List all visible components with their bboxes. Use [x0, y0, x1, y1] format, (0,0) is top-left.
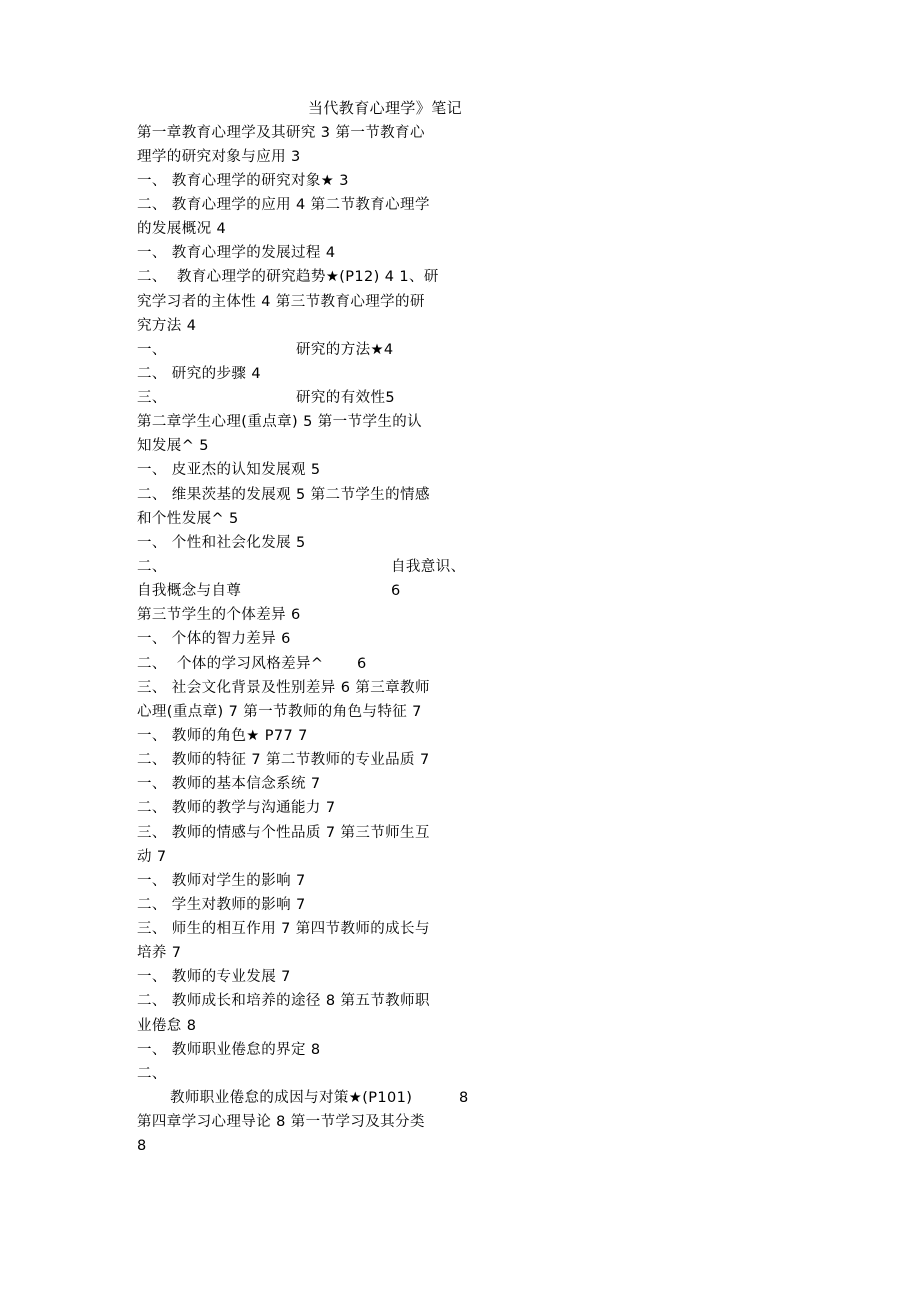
- toc-line: 二、 教师的特征 7 第二节教师的专业品质 7: [137, 752, 430, 768]
- toc-line: 研究的有效性5: [296, 390, 396, 406]
- toc-line: 一、 教师的专业发展 7: [137, 969, 291, 985]
- toc-line: 自我意识、: [391, 559, 466, 575]
- toc-line: 一、 教师职业倦怠的界定 8: [137, 1042, 321, 1058]
- toc-line: 动 7: [137, 849, 167, 865]
- toc-line: 一、 教师对学生的影响 7: [137, 873, 306, 889]
- toc-line: 二、: [137, 559, 167, 575]
- document-title: 当代教育心理学》笔记: [308, 99, 463, 117]
- toc-line: 6: [391, 583, 401, 599]
- toc-line: 一、 教育心理学的研究对象★ 3: [137, 173, 349, 189]
- toc-line: 心理(重点章) 7 第一节教师的角色与特征 7: [137, 704, 422, 720]
- toc-line: 一、: [137, 342, 167, 358]
- toc-line: 二、 研究的步骤 4: [137, 366, 261, 382]
- toc-line: 一、 教师的基本信念系统 7: [137, 776, 321, 792]
- toc-line: 二、 维果茨基的发展观 5 第二节学生的情感: [137, 487, 430, 503]
- toc-line: 三、 师生的相互作用 7 第四节教师的成长与: [137, 921, 430, 937]
- toc-line: 第三节学生的个体差异 6: [137, 607, 301, 623]
- toc-line: 理学的研究对象与应用 3: [137, 149, 301, 165]
- toc-line: 二、: [137, 1066, 167, 1082]
- toc-line: 二、 教育心理学的应用 4 第二节教育心理学: [137, 197, 430, 213]
- toc-line: 知发展^ 5: [137, 438, 209, 454]
- toc-line: 二、 教师的教学与沟通能力 7: [137, 800, 336, 816]
- toc-line: 二、 教育心理学的研究趋势★(P12) 4 1、研: [137, 269, 439, 285]
- toc-line: 和个性发展^ 5: [137, 511, 239, 527]
- toc-line: 业倦怠 8: [137, 1018, 197, 1034]
- toc-line: 一、 教育心理学的发展过程 4: [137, 245, 336, 261]
- toc-line: 究方法 4: [137, 318, 197, 334]
- toc-line: 研究的方法★4: [296, 342, 394, 358]
- toc-line: 二、 学生对教师的影响 7: [137, 897, 306, 913]
- toc-line: 第一章教育心理学及其研究 3 第一节教育心: [137, 125, 425, 141]
- toc-line: 三、 教师的情感与个性品质 7 第三节师生互: [137, 825, 430, 841]
- toc-line: 第四章学习心理导论 8 第一节学习及其分类: [137, 1114, 425, 1130]
- toc-line: 二、 教师成长和培养的途径 8 第五节教师职: [137, 993, 430, 1009]
- toc-line: 自我概念与自尊: [137, 583, 242, 599]
- toc-line: 第二章学生心理(重点章) 5 第一节学生的认: [137, 414, 423, 430]
- toc-line: 的发展概况 4: [137, 221, 227, 237]
- toc-line: 8: [137, 1138, 147, 1154]
- toc-line: 6: [357, 656, 367, 672]
- toc-line: 一、 皮亚杰的认知发展观 5: [137, 462, 321, 478]
- toc-line: 二、 个体的学习风格差异^: [137, 656, 324, 672]
- toc-line: 究学习者的主体性 4 第三节教育心理学的研: [137, 294, 425, 310]
- toc-line: 一、 个体的智力差异 6: [137, 631, 291, 647]
- toc-line: 三、 社会文化背景及性别差异 6 第三章教师: [137, 680, 430, 696]
- toc-line: 三、: [137, 390, 167, 406]
- toc-line: 教师职业倦怠的成因与对策★(P101): [170, 1090, 413, 1106]
- toc-line: 一、 教师的角色★ P77 7: [137, 728, 308, 744]
- toc-line: 8: [459, 1090, 469, 1106]
- toc-line: 一、 个性和社会化发展 5: [137, 535, 306, 551]
- toc-line: 培养 7: [137, 945, 182, 961]
